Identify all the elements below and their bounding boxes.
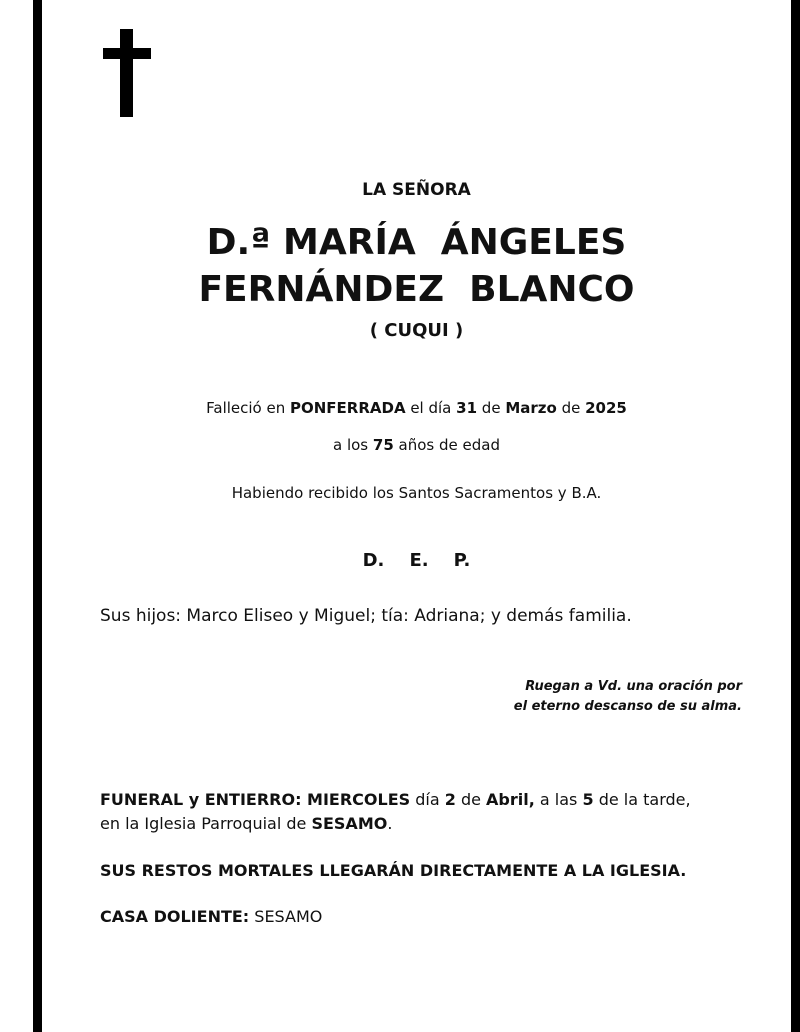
house: [100, 907, 322, 926]
funeral-label: FUNERAL y ENTIERRO: MIERCOLES: [100, 790, 411, 809]
rip: D. E. P.: [362, 550, 471, 571]
t: .: [387, 814, 393, 833]
death-month: Marzo: [505, 399, 557, 417]
t: día: [410, 790, 445, 809]
left-border: [33, 0, 42, 1032]
prayer-line-1: Ruegan a Vd. una oración por: [525, 679, 742, 694]
funeral-month: Abril,: [486, 790, 535, 809]
t: de: [455, 790, 487, 809]
t: de: [477, 399, 506, 417]
name-line-1: D.ª MARÍA ÁNGELES: [206, 222, 627, 263]
sacraments: Habiendo recibido los Santos Sacramentos y B.A.: [231, 484, 602, 502]
funeral-hour: 5: [582, 790, 594, 809]
t: a los: [333, 436, 373, 454]
age-years: 75: [372, 436, 394, 454]
t: a las: [534, 790, 583, 809]
t: de: [556, 399, 586, 417]
t: años de edad: [393, 436, 500, 454]
prayer-line-2: el eterno descanso de su alma.: [513, 699, 742, 714]
house-value: SESAMO: [249, 907, 323, 926]
t: en la Iglesia Parroquial de: [100, 814, 312, 833]
remains: SUS RESTOS MORTALES LLEGARÁN DIRECTAMENTE A LA IGLESIA.: [100, 861, 687, 880]
right-border: [791, 0, 800, 1032]
t: Falleció en: [206, 399, 290, 417]
house-label: CASA DOLIENTE:: [100, 907, 250, 926]
death-info: [42, 399, 791, 417]
intro: LA SEÑORA: [362, 180, 471, 200]
t: de la tarde,: [593, 790, 691, 809]
name-line-2: FERNÁNDEZ BLANCO: [198, 269, 635, 310]
funeral-place: SESAMO: [311, 814, 388, 833]
family: Sus hijos: Marco Eliseo y Miguel; tía: Adriana; y demás familia.: [100, 606, 632, 626]
death-place: PONFERRADA: [290, 399, 406, 417]
prayer: [514, 677, 742, 717]
age-info: [42, 436, 791, 454]
death-year: 2025: [585, 399, 627, 417]
t: el día: [405, 399, 457, 417]
nickname: ( CUQUI ): [369, 320, 464, 341]
funeral: [100, 788, 691, 836]
death-day: 31: [456, 399, 478, 417]
funeral-day: 2: [444, 790, 456, 809]
